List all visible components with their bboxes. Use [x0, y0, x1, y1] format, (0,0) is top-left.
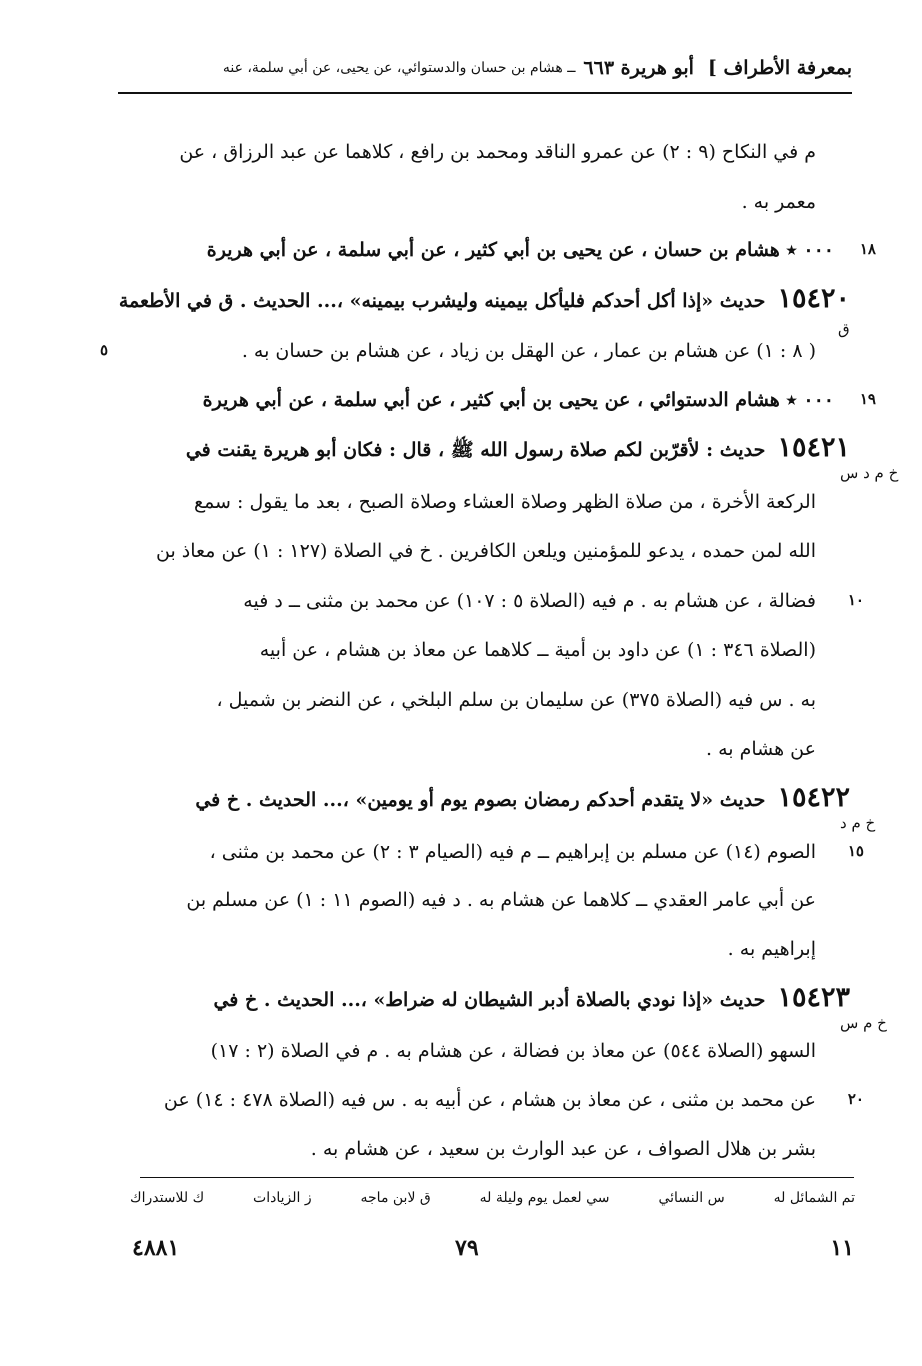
abbrev-item: تم الشمائل له — [773, 1190, 855, 1206]
text-line: إبراهيم به . — [727, 938, 816, 960]
hadith-number: ١٥٤٢٣ — [777, 982, 850, 1013]
line-number: ١٨ — [859, 240, 876, 258]
text-line: الصوم (١٤) عن مسلم بن إبراهيم ــ م فيه (الصيام ٣ : ٢) عن محمد بن مثنى ، — [209, 841, 816, 863]
abbrev-item: س النسائي — [658, 1190, 725, 1206]
text-line: م في النكاح (٩ : ٢) عن عمرو الناقد ومحمد بن رافع ، كلاهما عن عبد الرزاق ، عن — [179, 141, 816, 163]
text-line: بشر بن هلال الصواف ، عن عبد الوارث بن سعيد ، عن هشام به . — [310, 1138, 816, 1160]
header-rule — [118, 92, 852, 94]
page-number: ٧٩ — [455, 1235, 479, 1261]
text-line: ( ٨ : ١) عن هشام بن عمار ، عن الهقل بن زياد ، عن هشام بن حسان به . — [241, 340, 816, 362]
chain-line: ٠٠٠ ٭ هشام بن حسان ، عن يحيى بن أبي كثير ، عن أبي سلمة ، عن أبي هريرة — [206, 239, 834, 261]
text-line: عن محمد بن مثنى ، عن معاذ بن هشام ، عن أبيه به . س فيه (الصلاة ٤٧٨ : ١٤) عن — [163, 1089, 816, 1111]
footnote-rule — [140, 1177, 854, 1178]
abbrev-item: ز الزيادات — [253, 1190, 312, 1206]
running-header — [118, 48, 852, 88]
text-line: معمر به . — [741, 191, 816, 213]
text-line: فضالة ، عن هشام به . م فيه (الصلاة ٥ : ١٠٧) عن محمد بن مثنى ــ د فيه — [243, 590, 816, 612]
header-book-title: بمعرفة الأطراف ] — [707, 57, 852, 79]
source-sigla: ق — [838, 320, 850, 338]
line-number: ٢٠ — [847, 1090, 864, 1108]
page-code: ٤٨٨١ — [132, 1235, 180, 1261]
text-line: عن أبي عامر العقدي ــ كلاهما عن هشام به . د فيه (الصوم ١١ : ١) عن مسلم بن — [186, 889, 816, 911]
source-sigla: خ م د س — [840, 464, 899, 482]
hadith-line: ١٥٤٢٣ حديث «إذا نودي بالصلاة أدبر الشيطان له ضراط» ،... الحديث . خ في — [213, 982, 850, 1013]
hadith-line: ١٥٤٢٠ حديث «إذا أكل أحدكم فليأكل بيمينه وليشرب بيمينه» ،... الحديث . ق في الأطعمة — [118, 283, 850, 314]
text-line: الركعة الأخرة ، من صلاة الظهر وصلاة العشاء وصلاة الصبح ، بعد ما يقول : سمع — [193, 491, 816, 513]
hadith-line: ١٥٤٢٢ حديث «لا يتقدم أحدكم رمضان بصوم يوم أو يومين» ،... الحديث . خ في — [195, 782, 850, 813]
abbrev-item: ق لابن ماجه — [360, 1190, 431, 1206]
text-line: (الصلاة ٣٤٦ : ١) عن داود بن أمية ــ كلاهما عن معاذ بن هشام ، عن أبيه — [259, 639, 816, 661]
abbrev-item: ك للاستدراك — [130, 1190, 205, 1206]
abbreviation-key — [130, 1190, 855, 1216]
text-line: عن هشام به . — [706, 738, 816, 760]
text-line: الله لمن حمده ، يدعو للمؤمنين ويلعن الكافرين . خ في الصلاة (١٢٧ : ١) عن معاذ بن — [156, 540, 816, 562]
source-sigla: خ م د — [840, 814, 876, 832]
line-number: ١٥ — [847, 842, 864, 860]
text-line: السهو (الصلاة ٥٤٤) عن معاذ بن فضالة ، عن هشام به . م في الصلاة (٢ : ١٧) — [210, 1040, 816, 1062]
hadith-number: ١٥٤٢٠ — [777, 283, 850, 314]
header-chain: ــ هشام بن حسان والدستوائي، عن يحيى، عن أبي سلمة، عنه — [222, 60, 576, 76]
hadith-number: ١٥٤٢٢ — [777, 782, 850, 813]
abbrev-item: سي لعمل يوم وليلة له — [479, 1190, 610, 1206]
volume-number: ١١ — [830, 1235, 854, 1261]
line-number: ٥ — [100, 341, 109, 359]
line-number: ١٩ — [859, 390, 876, 408]
hadith-number: ١٥٤٢١ — [777, 432, 850, 463]
line-number: ١٠ — [847, 591, 864, 609]
header-section: أبو هريرة ٦٦٣ — [583, 57, 694, 79]
source-sigla: خ م س — [840, 1014, 887, 1032]
text-line: به . س فيه (الصلاة ٣٧٥) عن سليمان بن سلم البلخي ، عن النضر بن شميل ، — [216, 689, 816, 711]
chain-line: ٠٠٠ ٭ هشام الدستوائي ، عن يحيى بن أبي كثير ، عن أبي سلمة ، عن أبي هريرة — [202, 389, 834, 411]
hadith-line: ١٥٤٢١ حديث : لأقرّبن لكم صلاة رسول الله ﷺ ، قال : فكان أبو هريرة يقنت في — [185, 432, 850, 463]
